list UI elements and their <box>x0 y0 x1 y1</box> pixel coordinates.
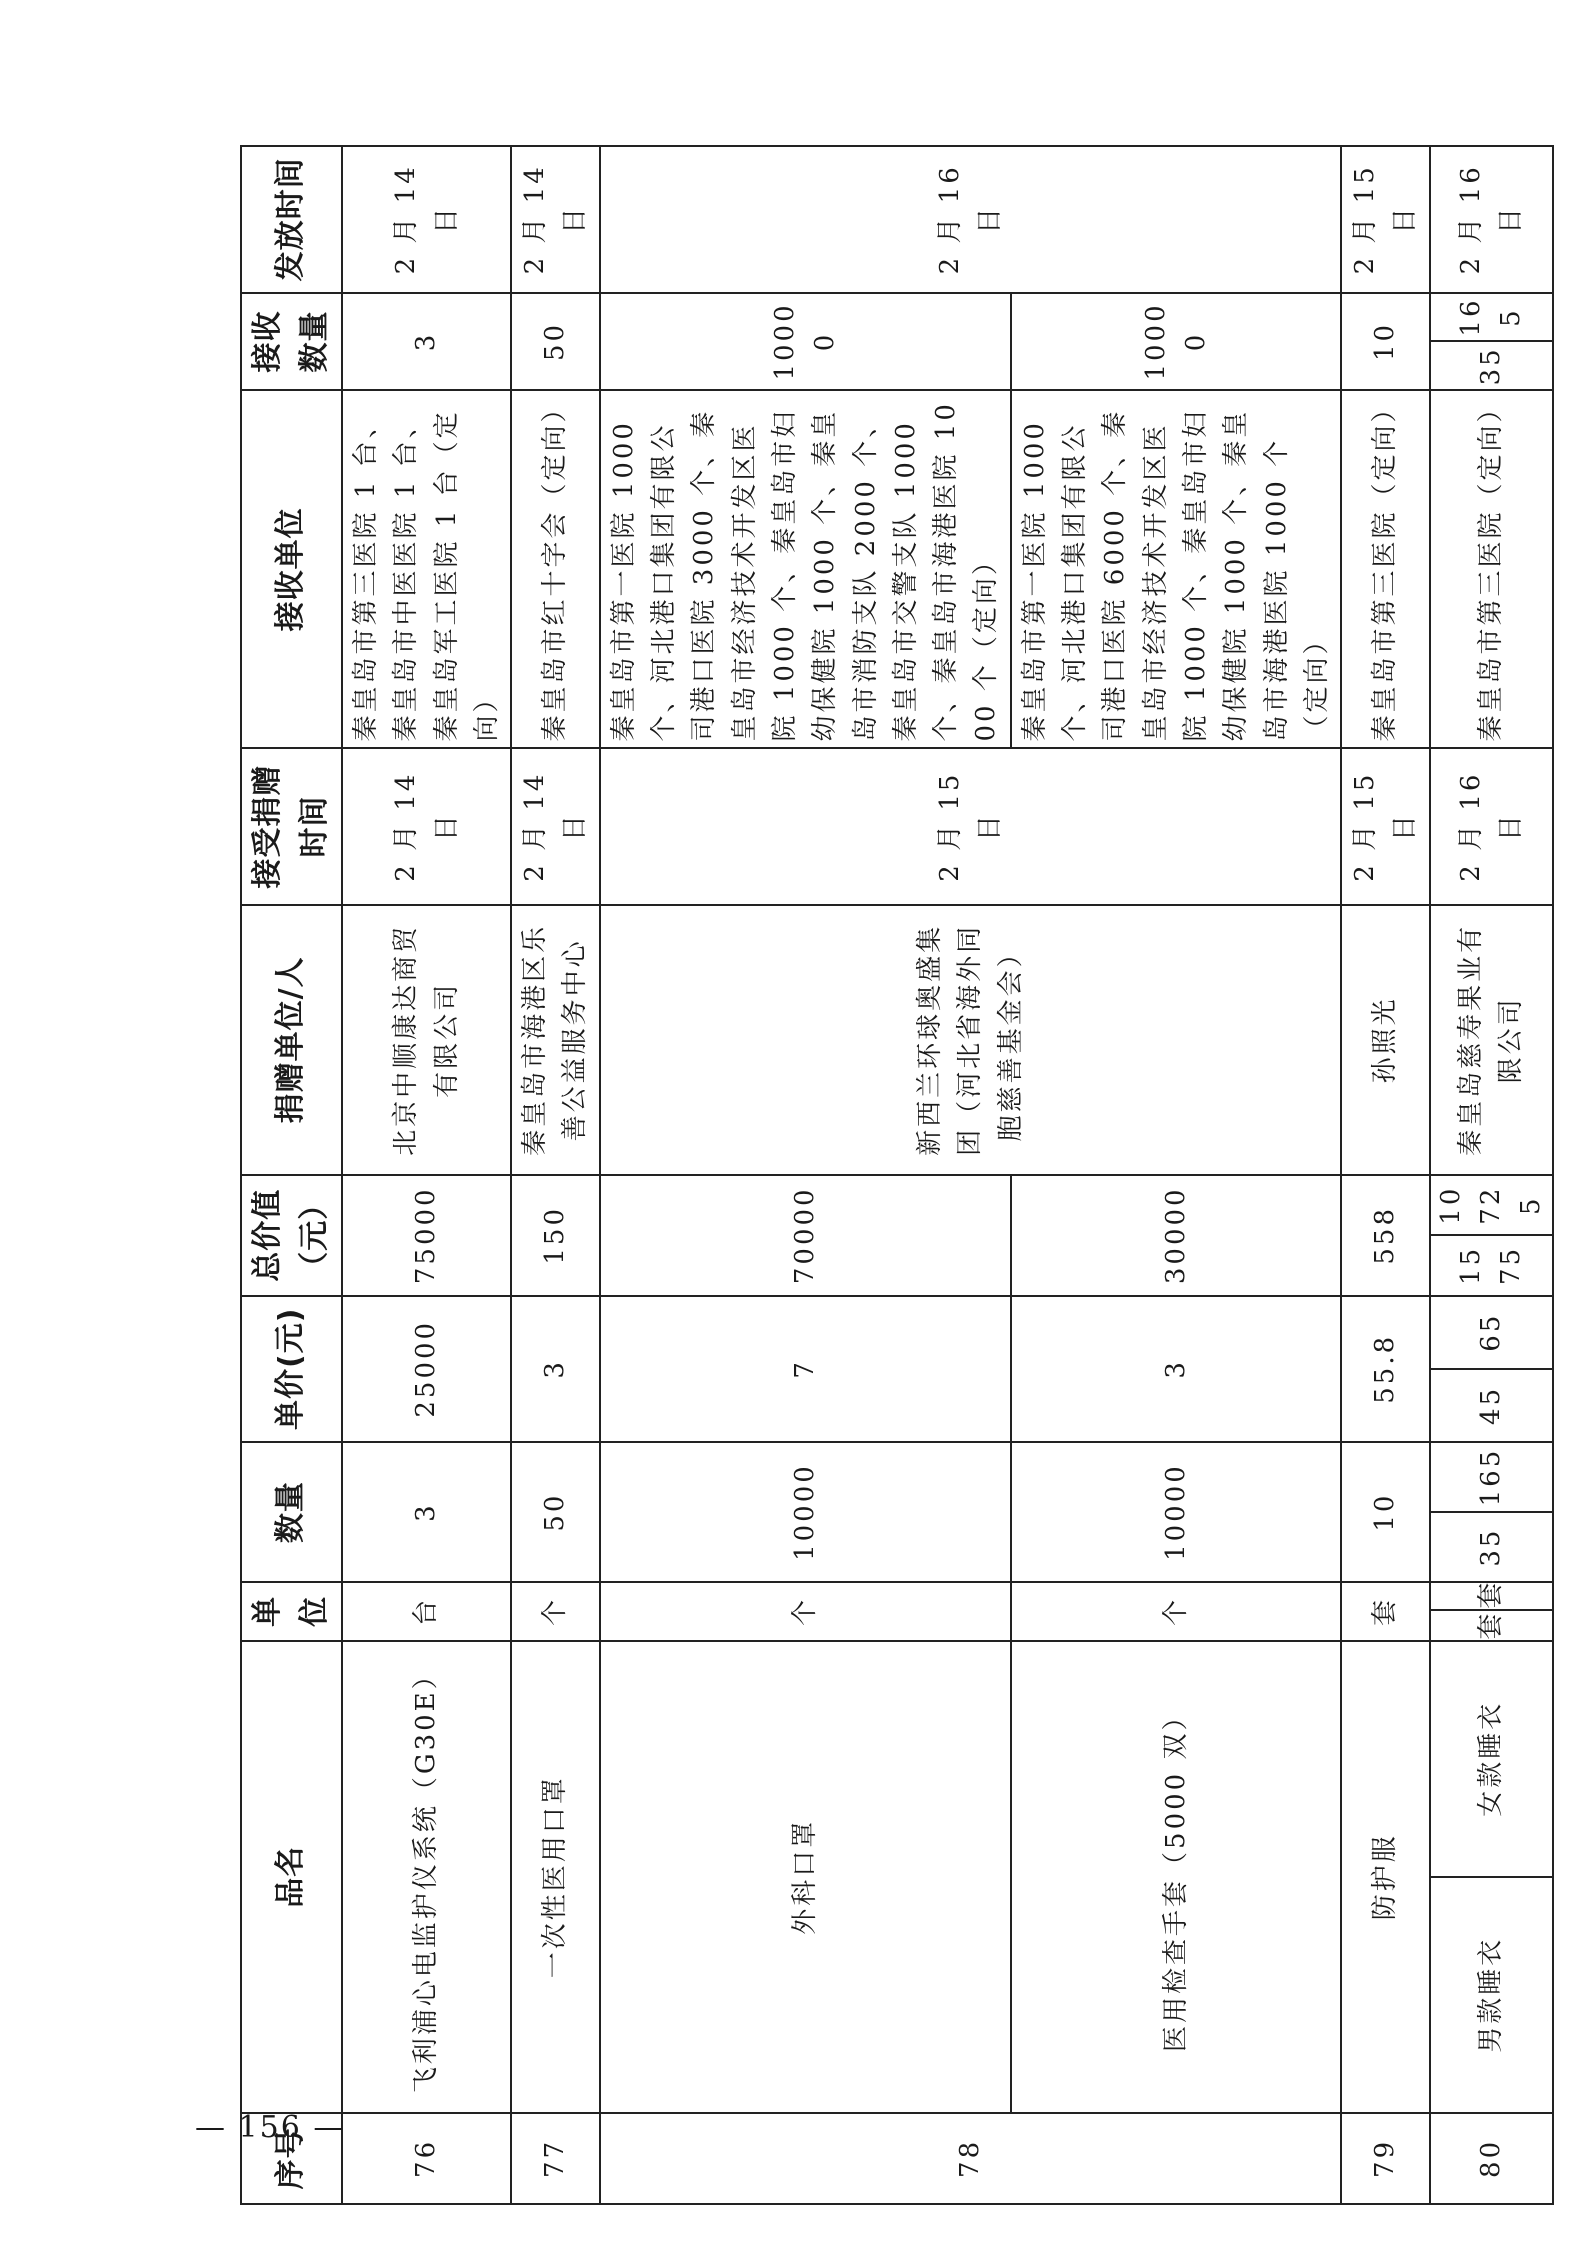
cell-seq: 76 <box>342 2113 511 2204</box>
cell-price: 65 <box>1431 1297 1552 1370</box>
cell-name: 女款睡衣 <box>1431 1642 1552 1878</box>
table-row-78a <box>600 146 1011 2204</box>
cell-issue-date: 2 月 16 日 <box>1430 146 1553 293</box>
cell-recipient: 秦皇岛市第三医院（定向） <box>1341 390 1430 748</box>
cell-qty: 10 <box>1341 1442 1430 1582</box>
cell-recv-qty: 50 <box>511 293 600 391</box>
cell-price: 45 <box>1476 1385 1507 1425</box>
cell-recv-qty-split <box>1430 293 1553 391</box>
cell-date: 2 月 15 日 <box>600 748 1341 904</box>
cell-price-split <box>1430 1296 1553 1443</box>
cell-donor: 北京中顺康达商贸有限公司 <box>342 905 511 1175</box>
cell-recv-qty: 10000 <box>600 293 1011 391</box>
cell-qty: 50 <box>511 1442 600 1582</box>
cell-recv-qty: 35 <box>1476 346 1507 386</box>
cell-seq: 77 <box>511 2113 600 2204</box>
header-name: 品名 <box>241 1641 342 2113</box>
cell-price: 25000 <box>342 1296 511 1443</box>
table-header-row <box>241 146 342 2204</box>
cell-total: 558 <box>1341 1175 1430 1295</box>
cell-recipient: 秦皇岛市第一医院 1000 个、河北港口集团有限公司港口医院 3000 个、秦皇岛市经济技术开发区医院 1000 个、秦皇岛市妇幼保健院 1000 个、秦皇岛市消防支队 2000 个、秦皇岛市交警支队 1000 个、秦皇岛市海港医院 1000 个（定向） <box>600 390 1011 748</box>
cell-seq: 78 <box>600 2113 1341 2204</box>
cell-qty: 165 <box>1431 1443 1552 1513</box>
cell-name: 男款睡衣 <box>1476 1936 1507 2053</box>
table-row-79 <box>1341 146 1430 2204</box>
header-total: 总价值（元） <box>241 1175 342 1295</box>
cell-recipient: 秦皇岛市第三医院 1 台、秦皇岛市中医医院 1 台、秦皇岛军工医院 1 台（定向） <box>342 390 511 748</box>
cell-recipient: 秦皇岛市红十字会（定向） <box>511 390 600 748</box>
cell-total: 70000 <box>600 1175 1011 1295</box>
table-row-77 <box>511 146 600 2204</box>
cell-price: 3 <box>511 1296 600 1443</box>
cell-qty: 3 <box>342 1442 511 1582</box>
cell-name: 防护服 <box>1341 1641 1430 2113</box>
cell-unit: 套 <box>1476 1610 1507 1640</box>
cell-recv-qty: 3 <box>342 293 511 391</box>
cell-name-split <box>1430 1641 1553 2113</box>
cell-total-split <box>1430 1175 1553 1295</box>
cell-donor: 秦皇岛慈寿果业有限公司 <box>1430 905 1553 1175</box>
cell-price: 3 <box>1011 1296 1341 1443</box>
cell-issue-date: 2 月 14 日 <box>342 146 511 293</box>
cell-recv-qty: 10 <box>1341 293 1430 391</box>
cell-total: 1575 <box>1455 1245 1527 1285</box>
cell-unit: 个 <box>1011 1582 1341 1641</box>
cell-qty: 10000 <box>600 1442 1011 1582</box>
cell-unit: 个 <box>600 1582 1011 1641</box>
header-recipient: 接收单位 <box>241 390 342 748</box>
header-issue-date: 发放时间 <box>241 146 342 293</box>
cell-unit: 个 <box>511 1582 600 1641</box>
cell-total: 75000 <box>342 1175 511 1295</box>
cell-name: 一次性医用口罩 <box>511 1641 600 2113</box>
cell-unit: 套 <box>1431 1580 1552 1611</box>
table-row-76 <box>342 146 511 2204</box>
cell-donor: 孙照光 <box>1341 905 1430 1175</box>
rotated-table-container <box>240 145 1547 2205</box>
header-qty: 数量 <box>241 1442 342 1582</box>
header-unit: 单位 <box>241 1582 342 1641</box>
cell-donor: 新西兰环球奥盛集团（河北省海外同胞慈善基金会） <box>600 905 1341 1175</box>
cell-recv-qty: 165 <box>1431 294 1552 343</box>
cell-total: 150 <box>511 1175 600 1295</box>
cell-recipient: 秦皇岛市第三医院（定向） <box>1430 390 1553 748</box>
header-donor: 捐赠单位/人 <box>241 905 342 1175</box>
cell-unit: 套 <box>1341 1582 1430 1641</box>
cell-unit-split <box>1430 1579 1553 1641</box>
cell-unit: 台 <box>342 1582 511 1641</box>
cell-issue-date: 2 月 14 日 <box>511 146 600 293</box>
cell-recipient: 秦皇岛市第一医院 1000 个、河北港口集团有限公司港口医院 6000 个、秦皇岛市经济技术开发区医院 1000 个、秦皇岛市妇幼保健院 1000 个、秦皇岛市海港医院 1000 个（定向） <box>1011 390 1341 748</box>
cell-name: 飞利浦心电监护仪系统（G30E） <box>342 1641 511 2113</box>
cell-donor: 秦皇岛市海港区乐善公益服务中心 <box>511 905 600 1175</box>
page-number: — 156 — <box>195 2110 346 2145</box>
cell-issue-date: 2 月 15 日 <box>1341 146 1430 293</box>
cell-name: 医用检查手套（5000 双） <box>1011 1641 1341 2113</box>
cell-date: 2 月 14 日 <box>511 748 600 904</box>
cell-issue-date: 2 月 16 日 <box>600 146 1341 293</box>
cell-price: 7 <box>600 1296 1011 1443</box>
donation-table <box>240 145 1554 2205</box>
cell-qty: 35 <box>1476 1527 1507 1567</box>
header-price: 单价(元) <box>241 1296 342 1443</box>
cell-total: 10725 <box>1431 1176 1552 1236</box>
cell-seq: 79 <box>1341 2113 1430 2204</box>
header-recv-qty: 接收数量 <box>241 293 342 391</box>
cell-qty-split <box>1430 1442 1553 1582</box>
cell-date: 2 月 16 日 <box>1430 748 1553 904</box>
cell-date: 2 月 15 日 <box>1341 748 1430 904</box>
cell-seq: 80 <box>1430 2113 1553 2204</box>
table-row-80 <box>1430 146 1553 2204</box>
cell-total: 30000 <box>1011 1175 1341 1295</box>
cell-date: 2 月 14 日 <box>342 748 511 904</box>
cell-name: 外科口罩 <box>600 1641 1011 2113</box>
cell-recv-qty: 10000 <box>1011 293 1341 391</box>
cell-price: 55.8 <box>1341 1296 1430 1443</box>
cell-qty: 10000 <box>1011 1442 1341 1582</box>
header-date: 接受捐赠时间 <box>241 748 342 904</box>
header-seq: 序号 <box>241 2113 342 2204</box>
table-row-78b <box>1011 146 1341 2204</box>
